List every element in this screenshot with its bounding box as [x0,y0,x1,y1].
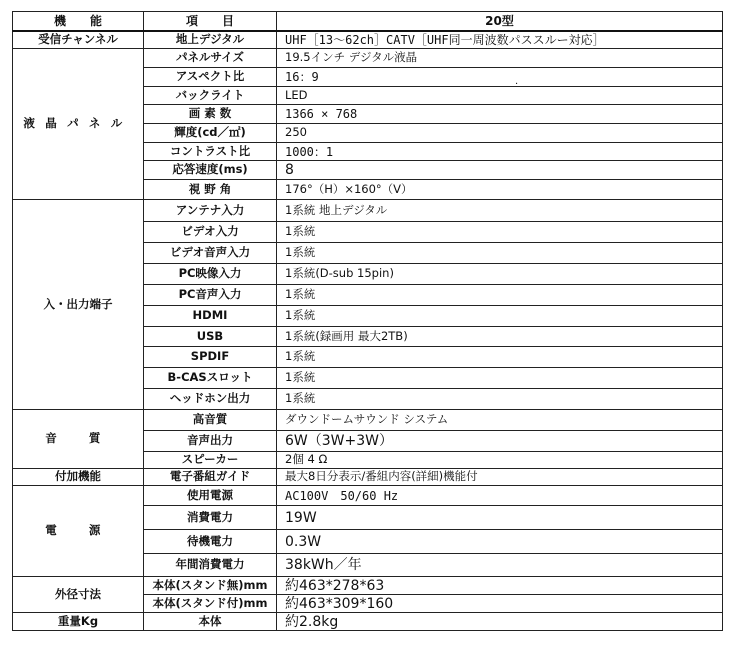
item-epg: 電子番組ガイド [144,469,277,486]
table-row [13,469,723,486]
value-video: 1系統 [277,222,723,243]
feature-power: 電 源 [13,486,144,577]
value-viewing-angle: 176°（H）×160°（V） [277,180,723,200]
feature-channel: 受信チャンネル [13,31,144,49]
value-size-no-stand: 約463*278*63 [277,577,723,595]
item-usb: USB [144,327,277,347]
value-aspect: 16：9 [277,68,723,87]
value-epg: 最大8日分表示/番組内容(詳細)機能付 [277,469,723,486]
value-bcas: 1系統 [277,368,723,389]
value-pixels: 1366 × 768 [277,105,723,124]
item-spdif: SPDIF [144,347,277,368]
value-weight: 約2.8kg [277,613,723,631]
value-pc-video: 1系統(D-sub 15pin) [277,264,723,285]
table-row [13,200,723,222]
value-pc-audio: 1系統 [277,285,723,306]
value-speaker: 2個 4 Ω [277,452,723,469]
item-power-consumption: 消費電力 [144,506,277,530]
item-sound-quality: 高音質 [144,410,277,431]
item-aspect: アスペクト比 [144,68,277,87]
item-backlight: バックライト [144,87,277,105]
value-terrestrial: UHF［13〜62ch］CATV［UHF同一周波数パススルー対応］ [277,31,723,49]
header-item: 項 目 [144,12,277,31]
header-row [13,12,723,31]
item-contrast: コントラスト比 [144,143,277,161]
item-bcas: B-CASスロット [144,368,277,389]
table-row [13,486,723,506]
value-headphone: 1系統 [277,389,723,410]
value-annual-power: 38kWh／年 [277,554,723,577]
stray-dot-mark: . [515,76,519,87]
value-size-with-stand: 約463*309*160 [277,595,723,613]
item-panel-size: パネルサイズ [144,49,277,68]
value-antenna: 1系統 地上デジタル [277,200,723,222]
value-response: 8 [277,161,723,180]
value-panel-size: 19.5インチ デジタル液晶 [277,49,723,68]
value-standby-power: 0.3W [277,530,723,554]
table-row [13,577,723,595]
feature-dimensions: 外径寸法 [13,577,144,613]
item-standby-power: 待機電力 [144,530,277,554]
value-spdif: 1系統 [277,347,723,368]
value-hdmi: 1系統 [277,306,723,327]
table-row [13,613,723,631]
item-response: 応答速度(ms) [144,161,277,180]
item-terrestrial: 地上デジタル [144,31,277,49]
table-row [13,49,723,68]
item-headphone: ヘッドホン出力 [144,389,277,410]
value-brightness: 250 [277,124,723,143]
item-body: 本体 [144,613,277,631]
item-speaker: スピーカー [144,452,277,469]
item-pixels: 画 素 数 [144,105,277,124]
feature-extra: 付加機能 [13,469,144,486]
item-audio-output: 音声出力 [144,431,277,452]
item-pc-audio: PC音声入力 [144,285,277,306]
value-sound-quality: ダウンドームサウンド システム [277,410,723,431]
feature-io: 入・出力端子 [13,200,144,410]
value-usb: 1系統(録画用 最大2TB) [277,327,723,347]
item-viewing-angle: 視 野 角 [144,180,277,200]
header-value: 20型 [277,12,723,31]
value-contrast: 1000：1 [277,143,723,161]
feature-weight: 重量Kg [13,613,144,631]
table-row [13,410,723,431]
item-hdmi: HDMI [144,306,277,327]
item-size-no-stand: 本体(スタンド無)mm [144,577,277,595]
value-audio-output: 6W（3W+3W） [277,431,723,452]
feature-sound: 音 質 [13,410,144,469]
item-pc-video: PC映像入力 [144,264,277,285]
value-power-consumption: 19W [277,506,723,530]
header-feature: 機 能 [13,12,144,31]
item-antenna: アンテナ入力 [144,200,277,222]
item-video-audio: ビデオ音声入力 [144,243,277,264]
value-video-audio: 1系統 [277,243,723,264]
item-size-with-stand: 本体(スタンド付)mm [144,595,277,613]
item-brightness: 輝度(cd／㎡) [144,124,277,143]
table-row [13,31,723,49]
item-video: ビデオ入力 [144,222,277,243]
feature-panel: 液晶パネル [13,49,144,200]
item-power-source: 使用電源 [144,486,277,506]
value-power-source: AC100V 50/60 Hz [277,486,723,506]
spec-table [12,11,723,631]
item-annual-power: 年間消費電力 [144,554,277,577]
value-backlight: LED [277,87,723,105]
